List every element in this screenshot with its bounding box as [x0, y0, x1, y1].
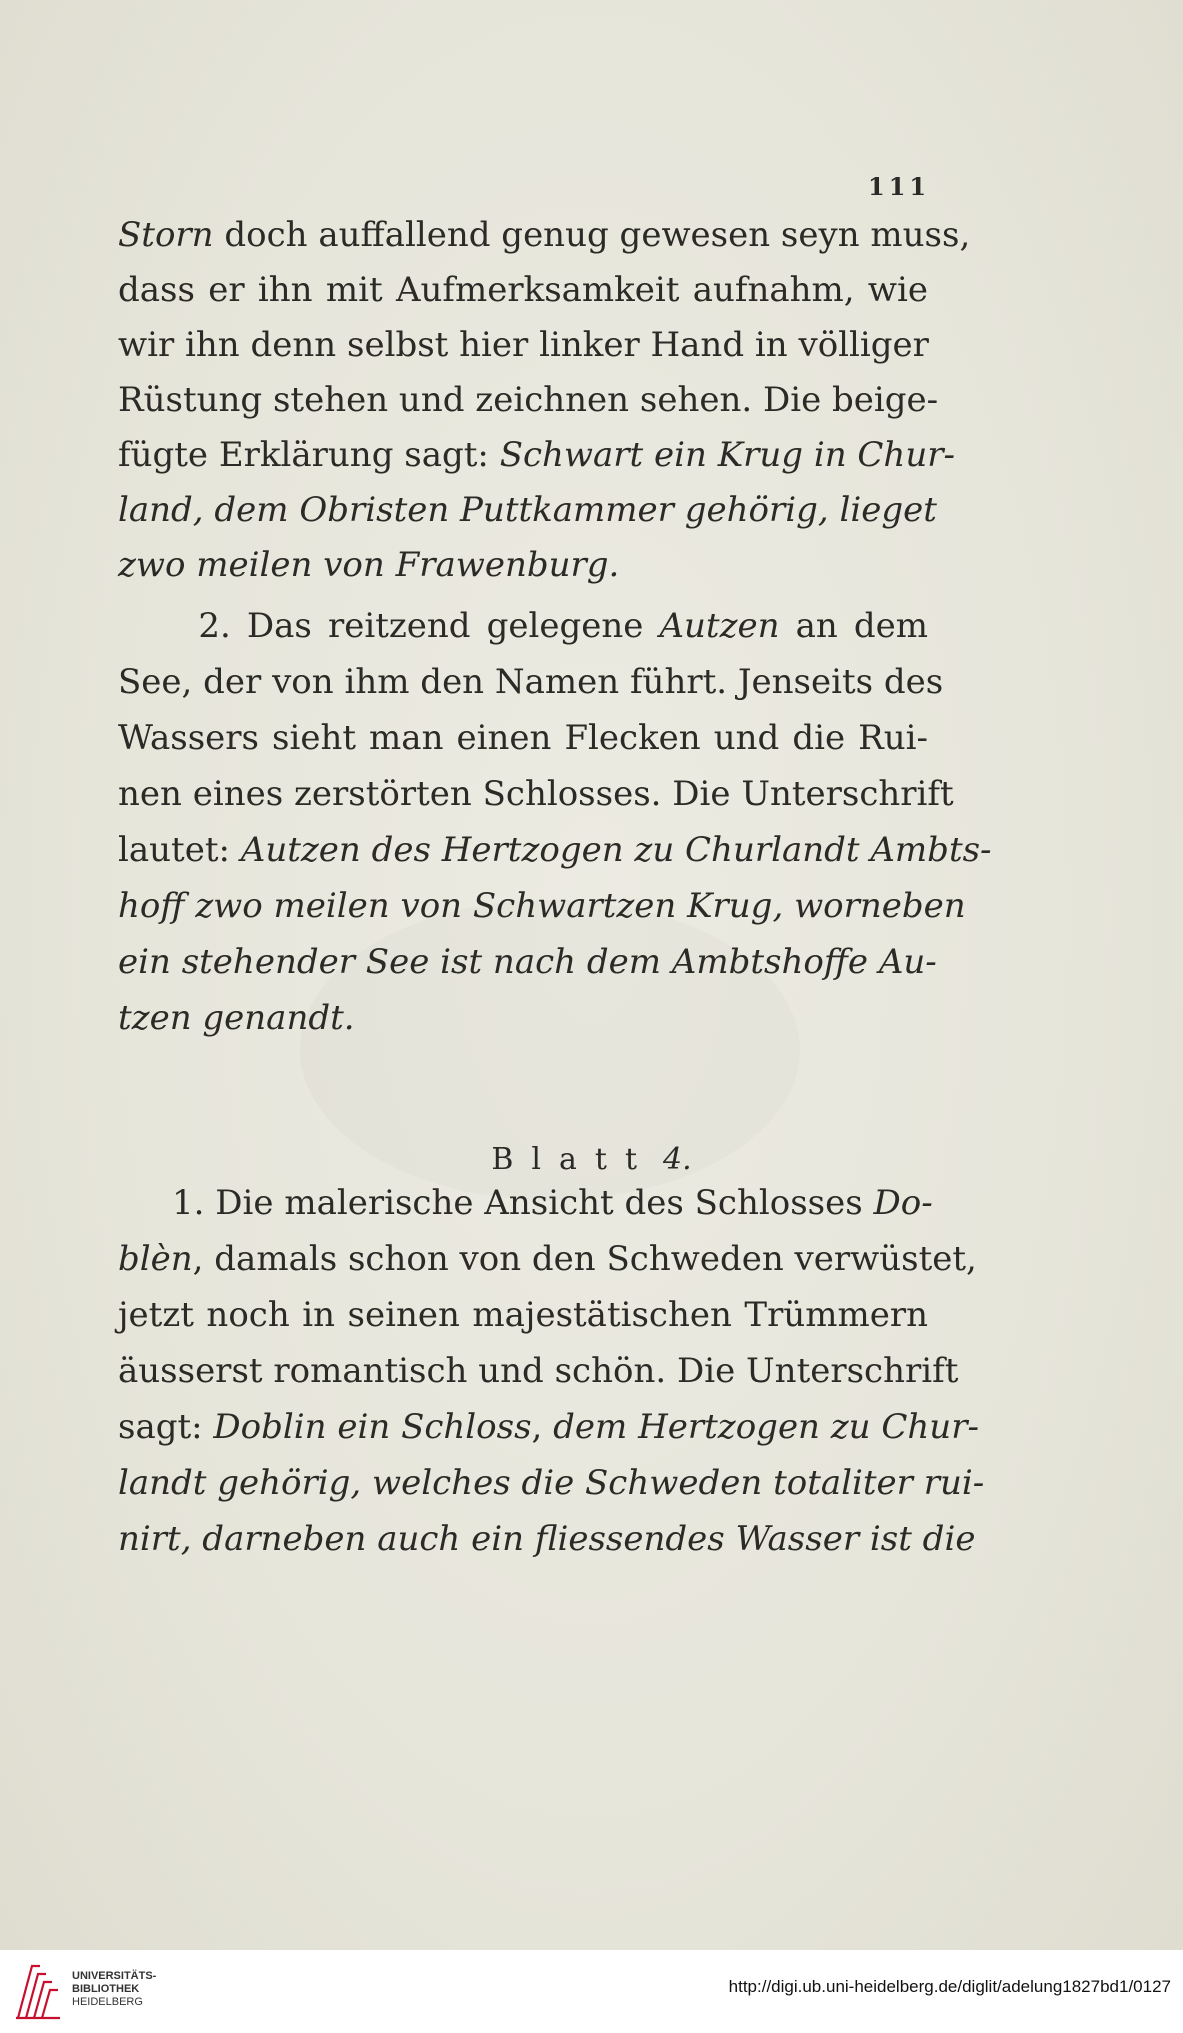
text-line [118, 425, 955, 485]
text-line [118, 1229, 977, 1289]
italic-text: dem Hertzogen zu Chur- [553, 1407, 979, 1447]
text-line [118, 988, 928, 1048]
library-name [72, 1970, 156, 2009]
university-library-logo-icon [12, 1960, 64, 2022]
text-line [118, 1509, 976, 1569]
text-line [118, 708, 928, 768]
text-line [118, 932, 937, 992]
text-line [118, 370, 939, 430]
roman-text: See, der von ihm den Namen führt. Jenseits des [118, 662, 944, 702]
roman-text: dass er ihn mit Aufmerksamkeit aufnahm, wie [118, 270, 928, 310]
italic-text: blèn [118, 1239, 193, 1279]
page-number: 111 [868, 172, 931, 201]
source-url-link[interactable]: http://digi.ub.uni-heidelberg.de/diglit/adelung1827bd1/0127 [728, 1977, 1171, 1996]
library-name-line-1: UNIVERSITÄTS- [72, 1970, 157, 1982]
italic-text: Doblin ein Schloss [213, 1407, 532, 1447]
text-line [118, 596, 928, 656]
italic-text: Storn [118, 215, 214, 255]
text-line [118, 1285, 928, 1345]
text-line [118, 1453, 985, 1513]
roman-text: äusserst romantisch und schön. Die Unterschrift [118, 1351, 959, 1391]
library-name-line-3: HEIDELBERG [72, 1996, 143, 2008]
roman-text: sagt: [118, 1407, 214, 1447]
heading-number: 4. [663, 1142, 692, 1177]
roman-text: fügte Erklärung sagt: [118, 435, 500, 475]
text-line [118, 315, 928, 375]
text-line [118, 480, 937, 540]
italic-text: Do- [873, 1183, 933, 1223]
italic-text: nirt, darneben auch ein fliessendes Wasser ist die [118, 1519, 976, 1559]
italic-text: zwo meilen von Frawenburg. [118, 545, 620, 585]
italic-text: hoff zwo meilen von Schwartzen Krug, worneben [118, 886, 966, 926]
roman-text: , [531, 1407, 554, 1447]
italic-text: Autzen des Hertzogen zu Churlandt Ambts- [240, 830, 992, 870]
roman-text: jetzt noch in seinen majestätischen Trümmern [118, 1295, 928, 1335]
text-line [118, 1397, 979, 1457]
roman-text: 2. Das reitzend gelegene [118, 606, 660, 646]
italic-text: Autzen [659, 606, 780, 646]
text-line [118, 1341, 959, 1401]
roman-text: Wassers sieht man einen Flecken und die Rui- [118, 718, 928, 758]
text-line [118, 764, 954, 824]
text-line [118, 535, 928, 595]
text-line [118, 205, 971, 265]
text-line [118, 820, 992, 880]
italic-text: ein stehender See ist nach dem Ambtshoffe Au- [118, 942, 937, 982]
roman-text: 1. Die malerische Ansicht des Schlosses [118, 1183, 874, 1223]
italic-text: tzen genandt. [118, 998, 355, 1038]
text-line [118, 876, 966, 936]
heading-label: Blatt [491, 1142, 655, 1177]
library-name-line-2: BIBLIOTHEK [72, 1983, 140, 1995]
footer-bar [0, 1950, 1183, 2033]
roman-text: doch auffallend genug gewesen seyn muss, [213, 215, 971, 255]
roman-text: nen eines zerstörten Schlosses. Die Unterschrift [118, 774, 954, 814]
roman-text: an dem [779, 606, 928, 646]
roman-text: wir ihn denn selbst hier linker Hand in völliger [118, 325, 929, 365]
italic-text: Schwart ein Krug in Chur- [499, 435, 955, 475]
text-line [118, 652, 944, 712]
italic-text: landt gehörig, welches die Schweden totaliter rui- [118, 1463, 985, 1503]
italic-text: land, dem Obristen Puttkammer gehörig, lieget [118, 490, 937, 530]
text-line [118, 260, 928, 320]
section-heading [0, 1135, 1183, 1185]
roman-text: , damals schon von den Schweden verwüstet, [192, 1239, 977, 1279]
roman-text: Rüstung stehen und zeichnen sehen. Die beige- [118, 380, 939, 420]
roman-text: lautet: [118, 830, 241, 870]
